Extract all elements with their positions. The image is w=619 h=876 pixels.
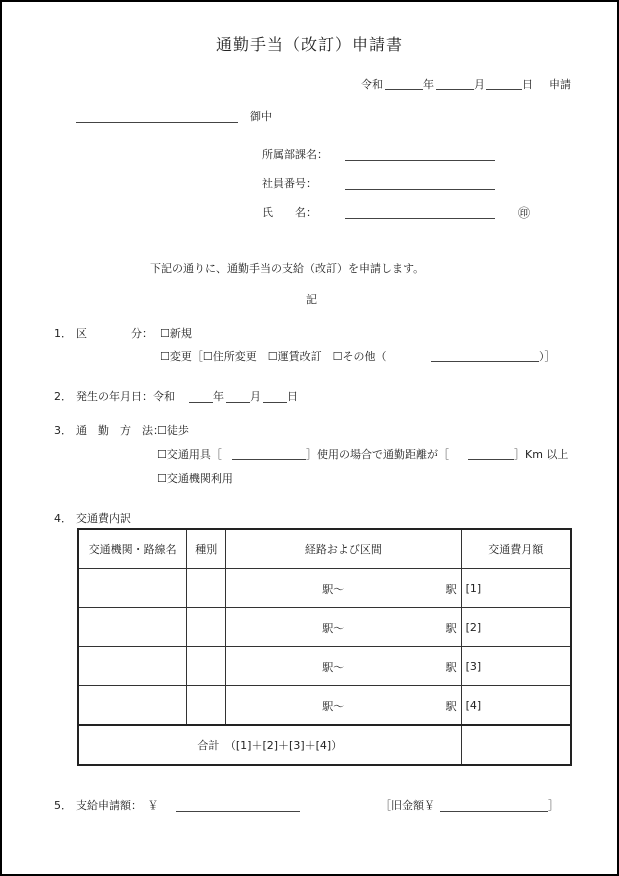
row-index: [1] <box>465 581 482 595</box>
type-cell[interactable] <box>187 686 226 726</box>
route-from: 駅～ <box>322 700 345 713</box>
section1-num: 1． <box>54 327 72 340</box>
route-cell[interactable] <box>226 569 461 608</box>
occur-day-field[interactable] <box>263 402 287 403</box>
total-row <box>78 725 571 765</box>
vehicle-km-text: ］Km 以上 <box>514 448 569 461</box>
transport-cost-table <box>77 528 572 766</box>
occur-year-label: 年 <box>213 390 224 403</box>
empno-field[interactable] <box>345 189 495 190</box>
vehicle-distance-field[interactable] <box>468 459 514 460</box>
section3-label: 通 勤 方 法： <box>76 424 164 437</box>
option-vehicle-checkbox[interactable]: ☐交通用具［ <box>157 448 222 461</box>
name-field[interactable] <box>345 218 495 219</box>
section4-num: 4． <box>54 512 72 525</box>
monthly-cost-cell[interactable] <box>461 608 571 647</box>
addressee-field[interactable] <box>76 122 238 123</box>
section4-label: 交通費内訳 <box>76 512 131 525</box>
section2-num: 2． <box>54 390 72 403</box>
monthly-cost-cell[interactable] <box>461 647 571 686</box>
row-index: [3] <box>465 659 482 673</box>
route-to: 駅 <box>445 622 457 635</box>
table-row <box>78 647 571 686</box>
route-cell[interactable] <box>226 608 461 647</box>
form-title: 通勤手当（改訂）申請書 <box>215 35 403 54</box>
type-cell[interactable] <box>187 569 226 608</box>
date-day-label: 日 <box>522 78 533 91</box>
occur-month-field[interactable] <box>226 402 250 403</box>
row-index: [4] <box>465 698 482 712</box>
option-change-close: ）］ <box>539 350 556 363</box>
date-month-field[interactable] <box>436 89 474 90</box>
type-cell[interactable] <box>187 608 226 647</box>
date-era: 令和 <box>361 78 383 91</box>
table-row <box>78 608 571 647</box>
header-monthly-cost: 交通費月額 <box>461 529 571 569</box>
change-other-field[interactable] <box>431 361 539 362</box>
route-cell[interactable] <box>226 647 461 686</box>
route-from: 駅～ <box>322 661 345 674</box>
line-name-cell[interactable] <box>78 608 187 647</box>
seal-mark: ㊞ <box>518 206 531 220</box>
row-index: [2] <box>465 620 482 634</box>
line-name-cell[interactable] <box>78 686 187 726</box>
old-amount-field[interactable] <box>440 811 548 812</box>
route-from: 駅～ <box>322 622 345 635</box>
intro-text: 下記の通りに、通勤手当の支給（改訂）を申請します。 <box>150 262 425 275</box>
dept-field[interactable] <box>345 160 495 161</box>
header-line-name: 交通機関・路線名 <box>78 529 187 569</box>
ki-heading: 記 <box>306 293 317 306</box>
option-walk-checkbox[interactable]: ☐徒歩 <box>157 424 189 437</box>
section3-num: 3． <box>54 424 72 437</box>
vehicle-type-field[interactable] <box>232 459 306 460</box>
header-route: 経路および区間 <box>226 529 461 569</box>
header-type: 種別 <box>187 529 226 569</box>
option-new-checkbox[interactable]: ☐新規 <box>160 327 192 340</box>
occur-year-field[interactable] <box>189 402 213 403</box>
route-to: 駅 <box>445 661 457 674</box>
amount-field[interactable] <box>176 811 300 812</box>
section1-label: 区 分： <box>76 327 153 340</box>
route-from: 駅～ <box>322 583 345 596</box>
date-apply-label: 申請 <box>549 78 571 91</box>
name-label: 氏 名： <box>262 206 317 219</box>
route-cell[interactable] <box>226 686 461 726</box>
option-change-checkbox[interactable]: ☐変更［☐住所変更 ☐運賃改訂 ☐その他（ <box>160 350 387 363</box>
route-to: 駅 <box>445 583 457 596</box>
empno-label: 社員番号： <box>262 177 317 190</box>
line-name-cell[interactable] <box>78 569 187 608</box>
addressee-suffix: 御中 <box>250 110 272 123</box>
type-cell[interactable] <box>187 647 226 686</box>
line-name-cell[interactable] <box>78 647 187 686</box>
occur-day-label: 日 <box>287 390 298 403</box>
total-amount-cell[interactable] <box>461 725 571 765</box>
total-label: 合計 （[1]＋[2]＋[3]＋[4]） <box>78 725 461 765</box>
date-year-label: 年 <box>423 78 434 91</box>
table-row <box>78 569 571 608</box>
old-amount-label: ［旧金額￥ <box>380 799 435 812</box>
date-month-label: 月 <box>474 78 485 91</box>
date-year-field[interactable] <box>385 89 423 90</box>
dept-label: 所属部課名： <box>262 148 328 161</box>
monthly-cost-cell[interactable] <box>461 686 571 726</box>
table-row <box>78 686 571 726</box>
occur-month-label: 月 <box>250 390 261 403</box>
route-to: 駅 <box>445 700 457 713</box>
section2-label: 発生の年月日：令和 <box>76 390 175 403</box>
vehicle-distance-text: ］使用の場合で通勤距離が［ <box>306 448 449 461</box>
section5-label: 支給申請額： ￥ <box>76 799 159 812</box>
section5-num: 5． <box>54 799 72 812</box>
old-amount-close: ］ <box>548 799 559 812</box>
monthly-cost-cell[interactable] <box>461 569 571 608</box>
option-transit-checkbox[interactable]: ☐交通機関利用 <box>157 472 233 485</box>
date-day-field[interactable] <box>486 89 522 90</box>
